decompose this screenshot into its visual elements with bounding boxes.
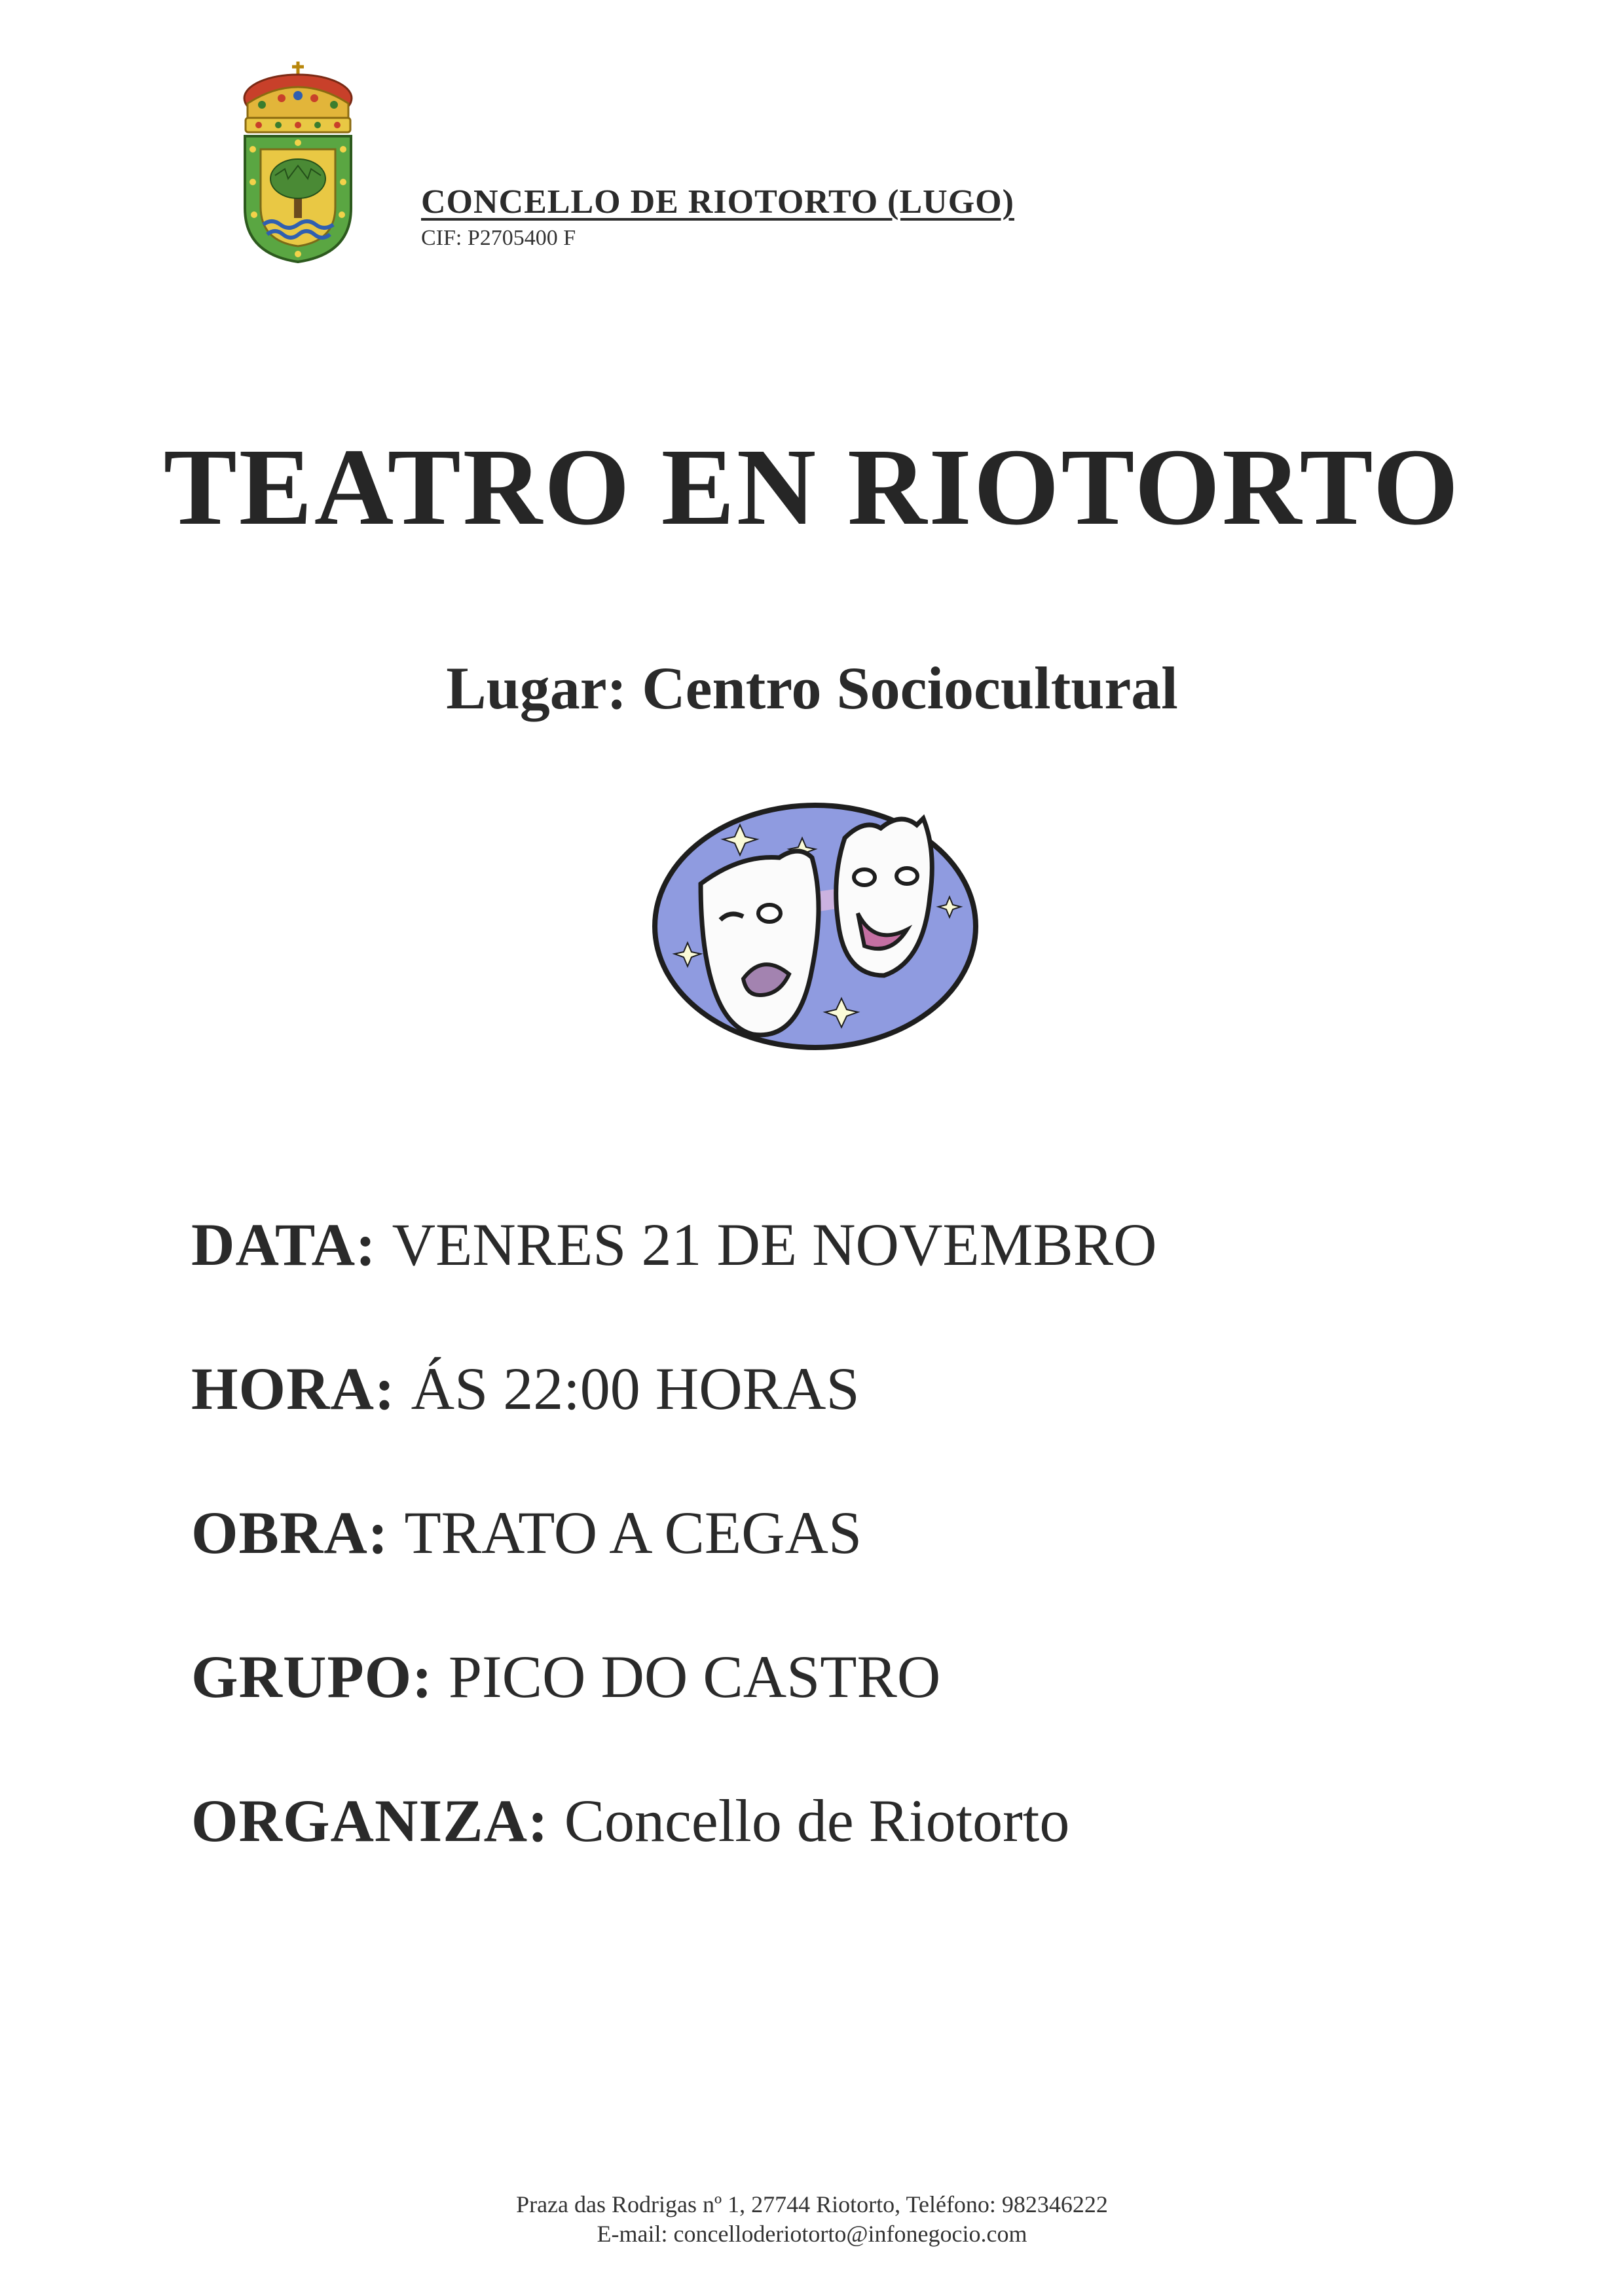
- detail-label: GRUPO:: [191, 1643, 433, 1710]
- detail-value: ÁS 22:00 HORAS: [411, 1355, 860, 1422]
- detail-group: [191, 1643, 1157, 1791]
- theater-masks-icon: [648, 799, 982, 1061]
- coat-of-arms-icon: [236, 58, 360, 267]
- footer-address: Praza das Rodrigas nº 1, 27744 Riotorto, Teléfono: 982346222: [516, 2191, 1108, 2217]
- detail-value: TRATO A CEGAS: [404, 1499, 862, 1566]
- detail-time: [191, 1355, 1157, 1503]
- venue-line: Lugar: Centro Sociocultural: [446, 655, 1178, 721]
- detail-organizer: [191, 1787, 1157, 1935]
- detail-label: ORGANIZA:: [191, 1787, 549, 1854]
- detail-value: VENRES 21 DE NOVEMBRO: [392, 1211, 1157, 1278]
- footer: [0, 2190, 1624, 2249]
- page-title: TEATRO EN RIOTORTO: [163, 426, 1461, 548]
- organization-cif: CIF: P2705400 F: [421, 226, 576, 250]
- detail-label: OBRA:: [191, 1499, 389, 1566]
- footer-email: E-mail: concelloderiotorto@infonegocio.com: [597, 2221, 1027, 2247]
- organization-header: [421, 185, 1014, 249]
- detail-value: PICO DO CASTRO: [448, 1643, 941, 1710]
- event-details: [191, 1211, 1157, 1935]
- detail-play: [191, 1499, 1157, 1647]
- detail-date: [191, 1211, 1157, 1358]
- detail-value: Concello de Riotorto: [564, 1787, 1070, 1854]
- organization-name: CONCELLO DE RIOTORTO (LUGO): [421, 183, 1014, 221]
- detail-label: HORA:: [191, 1355, 396, 1422]
- detail-label: DATA:: [191, 1211, 377, 1278]
